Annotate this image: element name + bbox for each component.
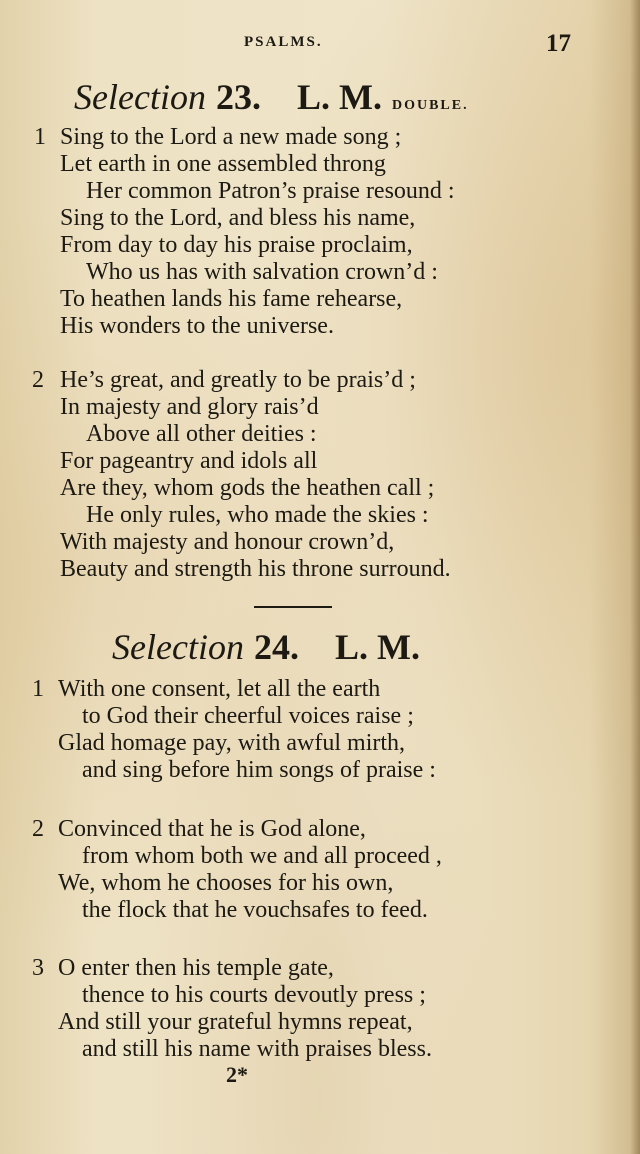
verse-number: 3	[32, 955, 44, 981]
selection-number: 23.	[215, 77, 261, 117]
verse-line: His wonders to the universe.	[60, 313, 334, 339]
page-spine-shadow	[630, 0, 640, 1154]
signature-mark: 2*	[226, 1062, 248, 1087]
verse-line: In majesty and glory rais’d	[60, 394, 319, 420]
verse-line: And still your grateful hymns repeat,	[58, 1009, 413, 1035]
selection-number: 24.	[253, 627, 299, 667]
verse-line: He only rules, who made the skies :	[86, 502, 429, 528]
verse-line: Glad homage pay, with awful mirth,	[58, 730, 406, 756]
verse-line: Let earth in one assembled throng	[60, 151, 386, 177]
selection-label: Selection	[74, 77, 206, 117]
verse-line: Are they, whom gods the heathen call ;	[60, 475, 435, 501]
verse-number: 2	[32, 816, 44, 842]
verse-line: To heathen lands his fame rehearse,	[60, 286, 403, 312]
verse-line: He’s great, and greatly to be prais’d ;	[60, 367, 416, 393]
verse-line: and sing before him songs of praise :	[82, 757, 436, 783]
verse-line: From day to day his praise proclaim,	[60, 232, 413, 258]
verse-line: Convinced that he is God alone,	[58, 816, 366, 842]
verse-line: the flock that he vouchsafes to feed.	[82, 897, 428, 923]
verse-line: from whom both we and all proceed ,	[82, 843, 442, 869]
verse-line: Beauty and strength his throne surround.	[60, 556, 451, 582]
verse-line: thence to his courts devoutly press ;	[82, 982, 426, 1008]
verse-number: 1	[32, 676, 44, 702]
verse-line: With majesty and honour crown’d,	[60, 529, 395, 555]
page-number: 17	[546, 30, 571, 57]
verse-line: Her common Patron’s praise resound :	[86, 178, 455, 204]
verse-line: Sing to the Lord, and bless his name,	[60, 205, 416, 231]
selection-label: Selection	[112, 627, 244, 667]
selection-meter: L. M.	[334, 627, 420, 667]
verse-line: We, whom he chooses for his own,	[58, 870, 394, 896]
verse-line: and still his name with praises bless.	[82, 1036, 432, 1062]
selection-23-heading	[74, 76, 469, 118]
verse-line: Who us has with salvation crown’d :	[86, 259, 438, 285]
selection-meter-note: DOUBLE.	[391, 98, 469, 113]
running-head: PSALMS.	[244, 34, 323, 50]
section-divider	[254, 606, 332, 608]
selection-meter: L. M.	[296, 77, 382, 117]
selection-24-heading	[112, 626, 420, 668]
verse-number: 2	[32, 367, 44, 393]
verse-line: O enter then his temple gate,	[58, 955, 334, 981]
verse-number: 1	[34, 124, 46, 150]
verse-line: Above all other deities :	[86, 421, 317, 447]
verse-line: to God their cheerful voices raise ;	[82, 703, 414, 729]
verse-line: For pageantry and idols all	[60, 448, 318, 474]
verse-line: Sing to the Lord a new made song ;	[60, 124, 402, 150]
verse-line: With one consent, let all the earth	[58, 676, 381, 702]
